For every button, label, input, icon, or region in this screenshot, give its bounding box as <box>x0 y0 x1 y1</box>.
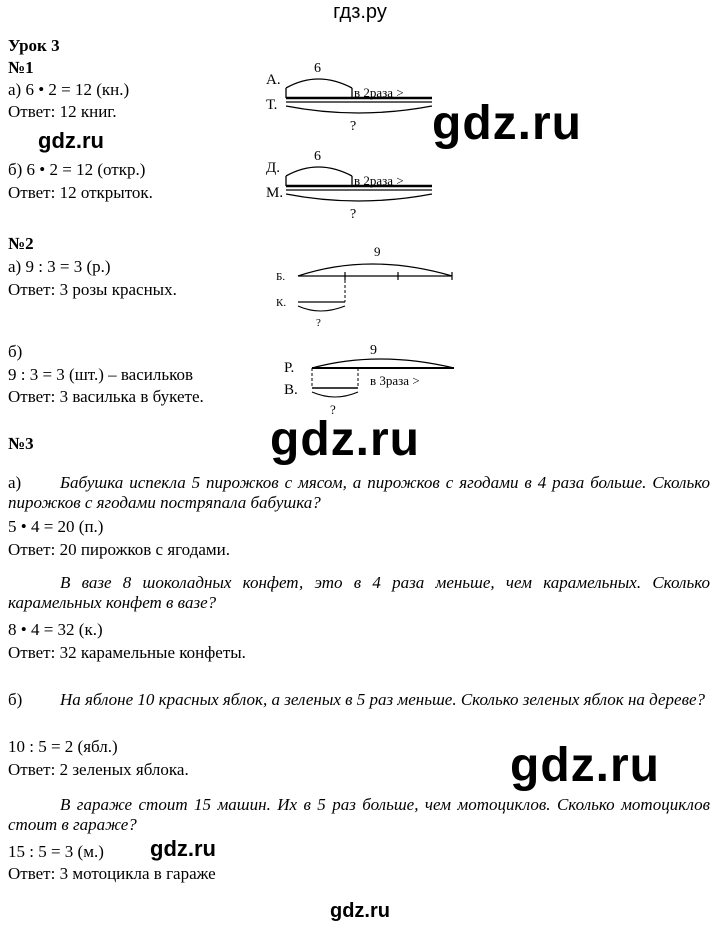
task2-b-answer: Ответ: 3 василька в букете. <box>8 387 204 406</box>
task1-b-answer: Ответ: 12 открыток. <box>8 183 153 202</box>
diagram-label: М. <box>266 185 284 201</box>
task1-a-answer: Ответ: 12 книг. <box>8 102 117 121</box>
task2-number: №2 <box>8 234 34 253</box>
diagram-brace <box>286 167 352 176</box>
watermark: gdz.ru <box>38 128 104 153</box>
diagram-label: В. <box>284 382 298 398</box>
task3-a-answer2: Ответ: 32 карамельные конфеты. <box>8 643 246 662</box>
watermark: gdz.ru <box>270 413 420 466</box>
task3-a-problem1: Бабушка испекла 5 пирожков с мясом, а пирожков с ягодами в 4 раза больше. Сколько пирожков с ягодами постряпала бабушка? <box>8 473 710 512</box>
watermark: gdz.ru <box>432 97 582 150</box>
site-header: гдз.ру <box>333 1 387 23</box>
diagram-question: ? <box>350 119 357 134</box>
diagram-brace <box>286 194 432 201</box>
task3-b-answer1: Ответ: 2 зеленых яблока. <box>8 760 189 779</box>
diagram-task1-b <box>262 146 442 226</box>
diagram-value: 9 <box>370 343 377 358</box>
diagram-note: в 2раза > <box>354 85 404 100</box>
diagram-task1-a <box>262 58 442 138</box>
watermark: gdz.ru <box>510 739 660 792</box>
diagram-question: ? <box>316 317 321 329</box>
diagram-question: ? <box>330 402 336 417</box>
diagram-value: 9 <box>374 244 381 259</box>
task3-a-expression2: 8 • 4 = 32 (к.) <box>8 620 103 639</box>
task3-a-problem2: В вазе 8 шоколадных конфет, это в 4 раза меньше, чем карамельных. Сколько карамельных конфет в вазе? <box>8 573 710 612</box>
task2-a-expression: а) 9 : 3 = 3 (р.) <box>8 257 111 276</box>
task3-a-label: а) <box>8 473 22 492</box>
watermark: gdz.ru <box>330 900 390 922</box>
watermark: gdz.ru <box>150 836 216 861</box>
diagram-label: Д. <box>266 160 280 176</box>
diagram-note: в 2раза > <box>354 173 404 188</box>
diagram-brace <box>312 392 358 397</box>
task3-b-label: б) <box>8 690 23 709</box>
task1-b-expression: б) 6 • 2 = 12 (откр.) <box>8 160 146 179</box>
task2-b-label: б) <box>8 342 23 361</box>
task3-b-expression1: 10 : 5 = 2 (ябл.) <box>8 737 118 756</box>
diagram-label: А. <box>266 72 281 88</box>
diagram-task2-a <box>270 240 460 330</box>
task3-b-problem2: В гараже стоит 15 машин. Их в 5 раз больше, чем мотоциклов. Сколько мотоциклов стоит в гараже? <box>8 795 710 834</box>
task3-a-expression1: 5 • 4 = 20 (п.) <box>8 517 104 536</box>
diagram-brace <box>286 79 352 88</box>
task1-a-expression: а) 6 • 2 = 12 (кн.) <box>8 80 130 99</box>
diagram-brace <box>312 359 454 368</box>
diagram-value: 6 <box>314 149 321 164</box>
diagram-label: Б. <box>276 271 286 283</box>
lesson-title: Урок 3 <box>8 36 60 55</box>
diagram-label: Т. <box>266 97 278 113</box>
diagram-label: Р. <box>284 360 295 376</box>
diagram-label: К. <box>276 297 287 309</box>
diagram-task2-b <box>278 338 468 418</box>
diagram-question: ? <box>350 207 357 222</box>
task3-b-problem1: На яблоне 10 красных яблок, а зеленых в 5 раз меньше. Сколько зеленых яблок на дереве? <box>60 690 705 709</box>
diagram-brace <box>286 106 432 113</box>
task3-number: №3 <box>8 434 34 453</box>
diagram-note: в 3раза > <box>370 373 420 388</box>
task3-a-answer1: Ответ: 20 пирожков с ягодами. <box>8 540 230 559</box>
task3-b-expression2: 15 : 5 = 3 (м.) <box>8 842 104 861</box>
diagram-brace <box>298 264 452 276</box>
task1-number: №1 <box>8 58 34 77</box>
task3-b-answer2: Ответ: 3 мотоцикла в гараже <box>8 864 216 883</box>
task2-b-expression: 9 : 3 = 3 (шт.) – васильков <box>8 365 194 384</box>
diagram-value: 6 <box>314 61 321 76</box>
diagram-brace <box>298 306 345 311</box>
task2-a-answer: Ответ: 3 розы красных. <box>8 280 177 299</box>
